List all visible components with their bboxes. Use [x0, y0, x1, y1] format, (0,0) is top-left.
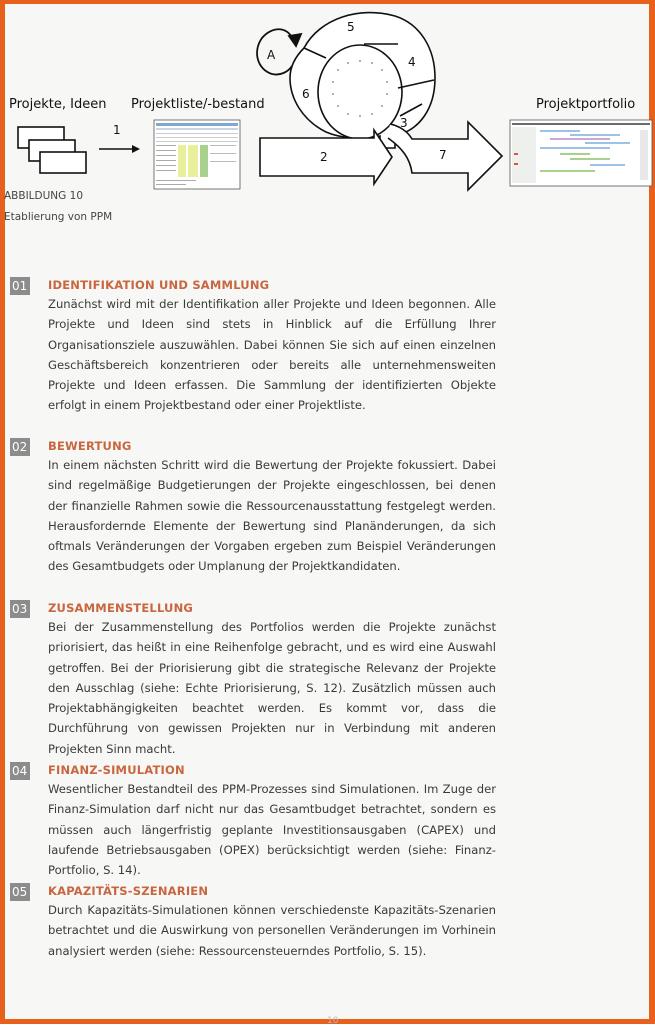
page-number: 10	[327, 1016, 339, 1026]
section-number: 05	[10, 883, 30, 901]
project-list-thumbnail	[154, 120, 240, 189]
section-heading: IDENTIFIKATION UND SAMMLUNG	[48, 278, 270, 292]
step-1-label: 1	[113, 123, 121, 137]
section-text: Durch Kapazitäts-Simulationen können verschiedenste Kapazitäts-Szenarien betrachtet und die Auswirkung von personellen Veränderungen im Vorhinein analysiert werden (siehe: Ressourcensteuerndes Portfolio, S. 15).	[48, 903, 496, 958]
cycle-graphic	[290, 13, 435, 148]
section-heading: FINANZ-SIMULATION	[48, 763, 185, 777]
step-6-label: 6	[302, 87, 310, 101]
section-heading: BEWERTUNG	[48, 439, 132, 453]
section-text: Wesentlicher Bestandteil des PPM-Prozesses sind Simulationen. Im Zuge der Finanz-Simulation darf nicht nur das Gesamtbudget betrachtet, sondern es müssen auch längerfristig geplante Investitionsausgaben (CAPEX) und laufende Betriebsausgaben (OPEX) berücksichtigt werden (siehe: Finanz-Portfolio, S. 14).	[48, 782, 496, 878]
step-4-label: 4	[408, 55, 416, 69]
documents-icon	[18, 127, 86, 173]
figure-number: ABBILDUNG 10	[4, 190, 83, 202]
step-3-label: 3	[400, 116, 408, 130]
figure-title: Etablierung von PPM	[4, 211, 113, 223]
label-projects-ideas: Projekte, Ideen	[9, 97, 107, 112]
section-text: Bei der Zusammenstellung des Portfolios werden die Projekte zunächst priorisiert, das heißt in eine Reihenfolge gebracht, und es wird eine Auswahl getroffen. Bei der Priorisierung gibt die strategische Relevanz der Projekte den Ausschlag (siehe: Echte Priorisierung, S. 12). Zusätzlich müssen auch Projektabhängigkeiten beachtet werden. Es kommt vor, dass die Durchführung von gewissen Projekten nur in Verbindung mit anderen Projekten Sinn macht.	[48, 620, 496, 756]
label-project-list: Projektliste/-bestand	[131, 97, 265, 112]
arrow-1-icon	[99, 145, 140, 153]
section-number: 04	[10, 762, 30, 780]
step-5-label: 5	[347, 20, 355, 34]
section-text: In einem nächsten Schritt wird die Bewertung der Projekte fokussiert. Dabei sind regelmäßige Budgetierungen der Projekte eingeschlossen, bei denen der finanzielle Rahmen sowie die Ressourcenausstattung festgelegt werden. Herausfordernde Elemente der Bewertung sind Planänderungen, da sich oftmals Veränderungen der Vorgaben ergeben zum Beispiel Veränderungen des Gesamtbudgets oder Umplanung der Projektkandidaten.	[48, 458, 496, 574]
ppm-process-diagram	[10, 8, 654, 204]
portfolio-thumbnail	[510, 120, 652, 186]
section-text: Zunächst wird mit der Identifikation aller Projekte und Ideen begonnen. Alle Projekte und Ideen sind stets in Hinblick auf die Erfüllung Ihrer Organisationsziele auszuwählen. Dabei können Sie sich auf einen einzelnen Geschäftsbereich konzentrieren oder bereits alle unternehmensweiten Projekte und Ideen erfassen. Die Sammlung der identifizierten Objekte erfolgt in einem Projektbestand oder einer Projektliste.	[48, 297, 496, 413]
section-heading: KAPAZITÄTS-SZENARIEN	[48, 884, 209, 898]
step-2-label: 2	[320, 150, 328, 164]
label-project-portfolio: Projektportfolio	[536, 97, 636, 112]
step-a-label: A	[267, 48, 276, 62]
section-number: 02	[10, 438, 30, 456]
section-heading: ZUSAMMENSTELLUNG	[48, 601, 194, 615]
step-7-label: 7	[439, 148, 447, 162]
section-number: 01	[10, 277, 30, 295]
section-number: 03	[10, 600, 30, 618]
